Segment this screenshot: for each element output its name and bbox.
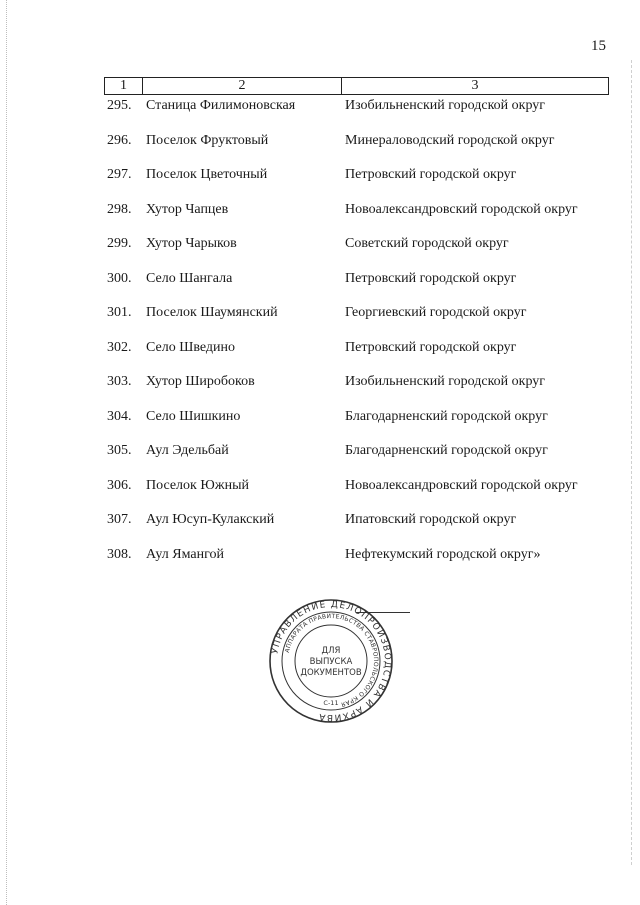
- settlement-name: Поселок Фруктовый: [146, 132, 269, 148]
- column-header-1: 1: [105, 78, 143, 95]
- district-name: Изобильненский городской округ: [345, 98, 546, 113]
- district-name: Георгиевский городской округ: [345, 305, 527, 320]
- district-name: Минераловодский городской округ: [345, 132, 555, 148]
- stamp-center-line-2: ВЫПУСКА: [309, 657, 353, 667]
- table-row: [104, 509, 624, 544]
- table-row: [104, 130, 624, 165]
- table-row: [104, 544, 624, 579]
- settlement-list: [104, 95, 624, 578]
- district-name: Изобильненский городской округ: [345, 374, 546, 389]
- district-name: Новоалександровский городской округ: [345, 201, 578, 217]
- stamp-outer-text: УПРАВЛЕНИЕ ДЕЛОПРОИЗВОДСТВА И АРХИВА: [270, 599, 393, 723]
- row-number: 305.: [107, 443, 132, 458]
- settlement-name: Хутор Чапцев: [146, 201, 229, 217]
- scan-margin-left: [6, 0, 7, 905]
- table-row: [104, 371, 624, 406]
- district-name: Петровский городской округ: [345, 270, 517, 286]
- row-number: 301.: [107, 305, 132, 320]
- district-name: Ипатовский городской округ: [345, 512, 517, 527]
- row-number: 300.: [107, 270, 132, 286]
- settlement-name: Село Шведино: [146, 339, 235, 355]
- table-row: [104, 302, 624, 337]
- district-name: Советский городской округ: [345, 236, 509, 251]
- page-number: 15: [591, 38, 606, 54]
- district-name: Нефтекумский городской округ»: [345, 546, 541, 562]
- row-number: 298.: [107, 201, 132, 217]
- column-header-2: 2: [143, 78, 342, 95]
- settlement-name: Аул Эдельбай: [146, 443, 229, 458]
- district-name: Благодарненский городской округ: [345, 443, 548, 458]
- table-row: [104, 164, 624, 199]
- settlement-name: Аул Ямангой: [146, 546, 224, 562]
- table-row: [104, 199, 624, 234]
- stamp-center-line-1: ДЛЯ: [321, 646, 341, 656]
- district-name: Петровский городской округ: [345, 339, 517, 355]
- row-number: 295.: [107, 98, 132, 113]
- row-number: 296.: [107, 132, 132, 148]
- settlement-name: Хутор Широбоков: [146, 374, 255, 389]
- settlement-name: Станица Филимоновская: [146, 98, 296, 113]
- row-number: 299.: [107, 236, 132, 251]
- table-row: [104, 475, 624, 510]
- settlement-name: Поселок Южный: [146, 477, 249, 493]
- stamp-code: С-11: [323, 699, 339, 707]
- row-number: 302.: [107, 339, 132, 355]
- settlement-name: Поселок Шаумянский: [146, 305, 278, 320]
- stamp-inner-text: АППАРАТА ПРАВИТЕЛЬСТВА СТАВРОПОЛЬСКОГО КРАЯ: [283, 612, 380, 708]
- row-number: 304.: [107, 408, 132, 424]
- official-stamp: [268, 598, 394, 724]
- row-number: 308.: [107, 546, 132, 562]
- row-number: 303.: [107, 374, 132, 389]
- scan-margin-right: [631, 60, 632, 865]
- column-header-3: 3: [342, 78, 609, 95]
- settlement-name: Село Шангала: [146, 270, 233, 286]
- settlement-name: Поселок Цветочный: [146, 167, 268, 182]
- stamp-center-line-3: ДОКУМЕНТОВ: [300, 668, 362, 678]
- row-number: 307.: [107, 512, 132, 527]
- table-row: [104, 268, 624, 303]
- table-row: [104, 337, 624, 372]
- settlement-name: Хутор Чарыков: [146, 236, 237, 251]
- table-row: [104, 233, 624, 268]
- table-row: [104, 406, 624, 441]
- settlement-name: Село Шишкино: [146, 408, 241, 424]
- district-name: Благодарненский городской округ: [345, 408, 548, 424]
- table-row: [104, 440, 624, 475]
- table-row: [104, 95, 624, 130]
- table-header: [104, 77, 609, 95]
- district-name: Петровский городской округ: [345, 167, 517, 182]
- district-name: Новоалександровский городской округ: [345, 477, 578, 493]
- row-number: 297.: [107, 167, 132, 182]
- row-number: 306.: [107, 477, 132, 493]
- settlement-name: Аул Юсуп-Кулакский: [146, 512, 275, 527]
